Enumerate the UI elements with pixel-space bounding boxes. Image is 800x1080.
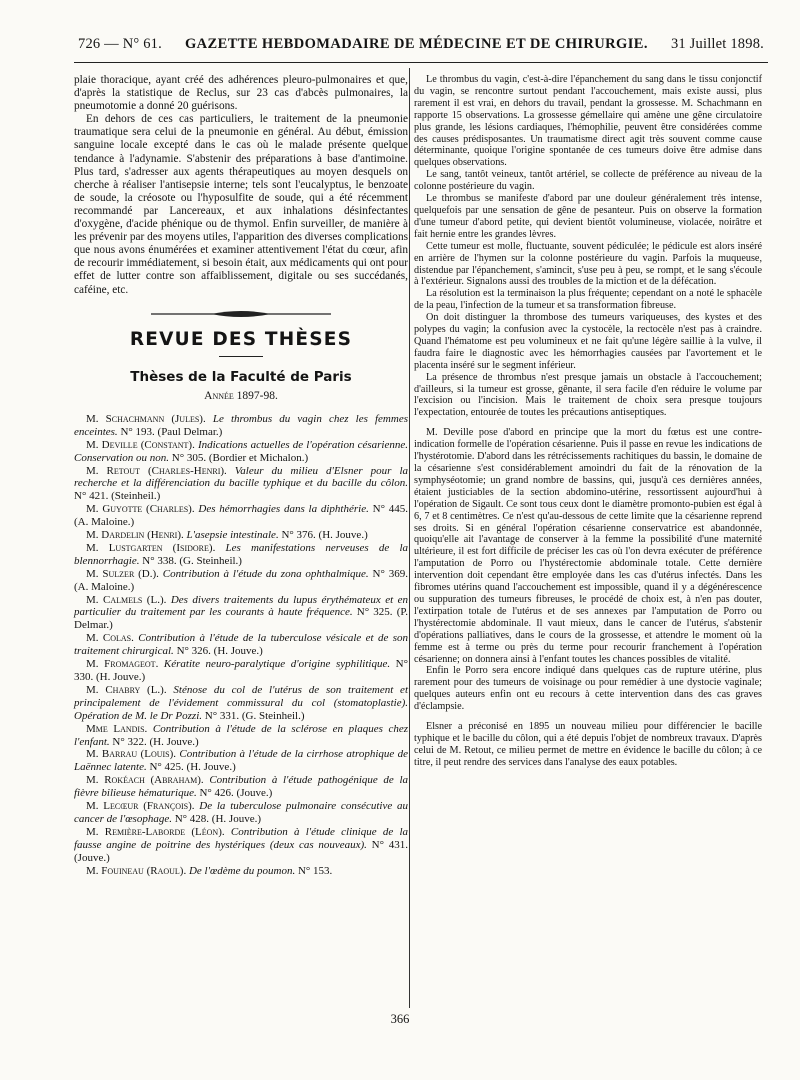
thesis-author: M. Colas.: [86, 632, 134, 645]
paragraph: M. Deville pose d'abord en principe que la mort du fœtus est une contre-indication formelle de l'opération césarienne. Puis il passe en revue les indications de l'hystérotomie. D'abord dans les rétrécissements rachitiques du bassin, le domaine de la césarienne s'est considérablement amoindri du fait de la rénovation de la symphyséotomie; un grand nombre de bassins, qui, jusqu'à ces dernières années, étaient justiciables de la section abdomino-utérine, ressortissent aujourd'hui à l'opération de Sigault. Ce sont tous ceux dont le diamètre promonto-pubien est égal à 6, 7 et 8 centimètres. Ce n'est qu'au-dessous de cette limite que la césarienne reprend ses droits. Si en général l'opération césarienne conservatrice est abandonnée, quoiqu'elle ait l'avantage de conserver à la femme la possibilité d'une maternité ultérieure, il est fort difficile de préciser les cas où l'on devra exécuter de préférence l'amputation de Porro ou l'hystérectomie abdominale totale. Cette dernière intervention doit cependant être employée dans les cas d'utérus infectés. Dans les fibromes utérins quand l'accouchement est impossible, quand il y a dégénérescence ou suppuration des tumeurs fibreuses, le procédé de choix est, à n'en pas douter, l'extirpation totale de l'utérus et de ses annexes par l'amputation de Porro ou l'hystérectomie abdominale. Il vaut mieux, dans le cancer de l'utérus, s'abstenir d'opérations palliatives, dans le cours de la grossesse, et attendre le moment où la femme est à terme ou près du terme pour recourir franchement à l'opération césarienne; on donnera ainsi à l'enfant toutes les chances possibles de vitalité.: [414, 427, 762, 665]
thesis-author: M. Barrau (Louis).: [86, 748, 177, 761]
thesis-author: M. Fromageot.: [86, 658, 159, 671]
thesis-entry: [74, 439, 408, 465]
paragraph: Elsner a préconisé en 1895 un nouveau milieu pour différencier le bacille typhique et le bacille du côlon, qui a été depuis l'objet de nombreux travaux. D'après celui de M. Retout, ce milieu permet de mettre en évidence le bacille du côlon; à ce titre, il peut rendre des services dans l'analyse des eaux potables.: [414, 721, 762, 768]
paragraph: Le thrombus du vagin, c'est-à-dire l'épanchement du sang dans le tissu conjonctif du vagin, se rencontre surtout pendant l'accouchement, mais existe aussi, plus rarement il est vrai, en dehors du travail, pendant la grossesse. M. Schachmann en rapporte 15 observations. La grossesse gémellaire qui amène une gêne circulatoire plus grande, les lésions cardiaques, l'hémophilie, peuvent être considérées comme des causes prédisposantes. Un traumatisme direct agit très souvent comme cause déterminante, quoique l'origine spontanée de ces tumeurs doive être admise dans quelques observations.: [414, 74, 762, 169]
paragraph: Le sang, tantôt veineux, tantôt artériel, se collecte de préférence au niveau de la colonne postérieure du vagin.: [414, 169, 762, 193]
thesis-entry: [74, 800, 408, 826]
thesis-ref: N° 322. (H. Jouve.): [112, 735, 199, 748]
paragraph: plaie thoracique, ayant créé des adhérences pleuro-pulmonaires et que, d'après la statistique de Reclus, sur 23 cas d'abcès pulmonaires, la pneumotomie a donné 20 guérisons.: [74, 74, 408, 113]
left-column: [74, 74, 408, 878]
thesis-author: M. Dardelin (Henri).: [86, 529, 184, 542]
thesis-entry: [74, 529, 408, 542]
thesis-title: Les manifestations nerveuses de la blennorrhagie.: [74, 541, 408, 567]
thesis-author: M. Rokéach (Abraham).: [86, 774, 204, 787]
thesis-ref: N° 425. (H. Jouve.): [149, 761, 236, 774]
thesis-author: M. Remière-Laborde (Léon).: [86, 825, 225, 838]
page-header: [78, 36, 764, 53]
thesis-ref: N° 305. (Bordier et Michalon.): [171, 451, 309, 464]
thesis-author: M. Retout (Charles-Henri).: [86, 464, 227, 477]
paragraph: En dehors de ces cas particuliers, le traitement de la pneumonie traumatique sera celui de la pneumonie en général. Au début, émission sanguine locale excepté dans le cas où le malade présente quelque tendance à l'adynamie. S'abstenir des préparations à base d'antimoine. Plus tard, s'adresser aux agents thérapeutiques au moyen desquels on cherche à réaliser l'antisepsie interne; tels sont l'eucalyptus, le benzoate de soude, la créosote ou l'hyposulfite de soude, qui a été récemment recommandé par Lancereaux, et aux inhalations désinfectantes d'oxygène, d'acide phénique ou de thymol. Enfin surveiller, de manière à les prévenir par des moyens utiles, l'apparition des diverses complications que nous avons énumérées et examiner attentivement l'état du cœur, afin de recourir immédiatement, si besoin était, aux médicaments qui ont pour effet de lutter contre son affaiblissement, digitale ou ses succédanés, caféine, etc.: [74, 113, 408, 296]
thesis-author: M. Lecœur (François).: [86, 800, 195, 813]
thesis-list: [74, 413, 408, 878]
paragraph: Enfin le Porro sera encore indiqué dans quelques cas de rupture utérine, plus rarement pour des tumeurs de voisinage ou pour remédier à une dystocie vaginale; quelques auteurs enfin ont eu recours à cette intervention dans des cas graves d'éclampsie.: [414, 665, 762, 713]
thesis-author: M. Fouineau (Raoul).: [86, 864, 187, 877]
thesis-author: M. Deville (Constant).: [86, 438, 195, 451]
thesis-title: Contribution à l'étude du zona ophthalmique.: [162, 567, 369, 580]
thesis-ref: N° 445. (A. Maloine.): [74, 503, 409, 529]
thesis-ref: N° 331. (G. Steinheil.): [204, 709, 305, 722]
section-subtitle: Thèses de la Faculté de Paris: [130, 368, 352, 385]
thesis-title: Le thrombus du vagin chez les femmes enceintes.: [74, 412, 408, 438]
column-divider: [409, 68, 410, 1008]
thesis-author: Mme Landis.: [86, 722, 148, 735]
journal-title: GAZETTE HEBDOMADAIRE DE MÉDECINE ET DE CHIRURGIE.: [185, 36, 648, 52]
header-date: 31 Juillet 1898.: [670, 36, 764, 52]
section-ornament-icon: [151, 309, 331, 319]
academic-year: Année 1897-98.: [204, 389, 278, 402]
thesis-title: Contribution à l'étude de la sclérose en plaques chez l'enfant.: [74, 722, 409, 748]
thesis-entry: [74, 503, 408, 529]
thesis-title: Valeur du milieu d'Elsner pour la recherche et la différenciation du bacille typhique et du bacille du côlon.: [74, 464, 408, 490]
thesis-title: Contribution à l'étude de la cirrhose atrophique de Laënnec latente.: [74, 748, 408, 774]
thesis-title: L'asepsie intestinale.: [186, 529, 279, 542]
thesis-ref: N° 330. (H. Jouve.): [74, 658, 409, 683]
thesis-title: Des divers traitements du lupus érythémateux et en particulier du traitement par les courants à haute fréquence.: [74, 593, 408, 619]
thesis-entry: [74, 465, 408, 504]
thesis-entry: [74, 865, 408, 878]
thesis-entry: [74, 568, 408, 594]
thesis-entry: [74, 774, 408, 800]
header-rule: [74, 62, 768, 63]
thesis-author: M. Calmels (L.).: [86, 593, 167, 606]
paragraph: La présence de thrombus n'est presque jamais un obstacle à l'accouchement; d'ailleurs, si la tumeur est grosse, gênante, il sera facile d'en réduire le volume par l'excision ou l'incision. Mais le traitement de choix sera presque toujours l'expectation, entourée de toutes les précautions antiseptiques.: [414, 371, 762, 419]
thesis-author: M. Lustgarten (Isidore).: [86, 541, 216, 554]
thesis-author: M. Sulzer (D.).: [86, 567, 159, 580]
paragraph: Cette tumeur est molle, fluctuante, souvent pédiculée; le pédicule est alors inséré en arrière de l'hymen sur la colonne postérieure du vagin. Parfois la muqueuse, distendue par l'épanchement, s'amincit, s'use peu à peu, se rompt, et le sang s'écoule à l'extérieur. Signalons aussi des troubles de la miction et de la défécation.: [414, 240, 762, 288]
thesis-entry: [74, 594, 408, 633]
thesis-entry: [74, 632, 408, 658]
thesis-ref: N° 153.: [297, 864, 333, 877]
thesis-entry: [74, 658, 408, 684]
thesis-ref: N° 421. (Steinheil.): [74, 490, 161, 503]
thesis-entry: [74, 826, 408, 865]
thesis-title: Contribution à l'étude de la tuberculose vésicale et de son traitement chirurgical.: [74, 632, 408, 658]
section-rule: [219, 356, 263, 357]
thesis-title: De l'œdème du poumon.: [188, 864, 296, 877]
thesis-ref: N° 325. (P. Delmar.): [74, 606, 409, 632]
header-page-number: 726 — N° 61.: [78, 36, 162, 52]
thesis-author: M. Schachmann (Jules).: [86, 412, 206, 425]
thesis-ref: N° 376. (H. Jouve.): [281, 529, 368, 542]
section-title: REVUE DES THÈSES: [129, 328, 353, 350]
thesis-ref: N° 338. (G. Steinheil.): [142, 554, 242, 567]
thesis-entry: [74, 684, 408, 723]
thesis-title: Des hémorrhagies dans la diphthérie.: [198, 503, 369, 516]
thesis-ref: N° 426. (Jouve.): [199, 787, 273, 800]
thesis-title: De la tuberculose pulmonaire consécutive au cancer de l'œsophage.: [74, 800, 408, 825]
right-column: [414, 74, 762, 769]
paragraph: La résolution est la terminaison la plus fréquente; cependant on a noté le sphacèle de la peau, l'infection de la tumeur et sa transformation fibreuse.: [414, 288, 762, 312]
thesis-entry: [74, 413, 408, 439]
thesis-author: M. Guyotte (Charles).: [86, 503, 195, 516]
thesis-entry: [74, 542, 408, 568]
thesis-title: Sténose du col de l'utérus de son traitement et principalement de l'évidement commissural du col (stomatoplastie). Opération de M. le Dr Pozzi.: [74, 683, 408, 722]
thesis-title: Contribution à l'étude clinique de la fausse angine de poitrine des hystériques (deux cas nouveaux).: [74, 825, 408, 851]
thesis-ref: N° 428. (H. Jouve.): [174, 812, 261, 825]
thesis-ref: N° 369. (A. Maloine.): [74, 567, 408, 593]
thesis-title: Contribution à l'étude pathogénique de la fièvre bilieuse hématurique.: [74, 774, 409, 800]
thesis-author: M. Chabry (L.).: [86, 683, 167, 696]
thesis-entry: [74, 748, 408, 774]
thesis-title: Indications actuelles de l'opération césarienne. Conservation ou non.: [74, 438, 408, 464]
paragraph: Le thrombus se manifeste d'abord par une douleur généralement très intense, quelquefois par une sensation de gêne de pesanteur. Puis on observe la formation d'une tumeur d'abord petite, qui devient bientôt volumineuse, violacée, noirâtre et fait hernie entre les grandes lèvres.: [414, 193, 762, 240]
page-number: 366: [390, 1012, 410, 1026]
thesis-ref: N° 193. (Paul Delmar.): [120, 425, 223, 438]
thesis-ref: N° 326. (H. Jouve.): [176, 645, 263, 658]
thesis-entry: [74, 723, 408, 749]
thesis-title: Kératite neuro-paralytique d'origine syphilitique.: [163, 658, 391, 671]
thesis-ref: N° 431. (Jouve.): [74, 838, 408, 864]
paragraph: On doit distinguer la thrombose des tumeurs variqueuses, des kystes et des polypes du vagin; la confusion avec la cystocèle, la rectocèle n'est pas à craindre. Quand l'hématome est peu volumineux et ne fait qu'une légère saillie à la vulve, il faudra faire le diagnostic avec les hémorrhagies causées par l'avortement et le placenta inséré sur le segment inférieur.: [414, 312, 762, 371]
